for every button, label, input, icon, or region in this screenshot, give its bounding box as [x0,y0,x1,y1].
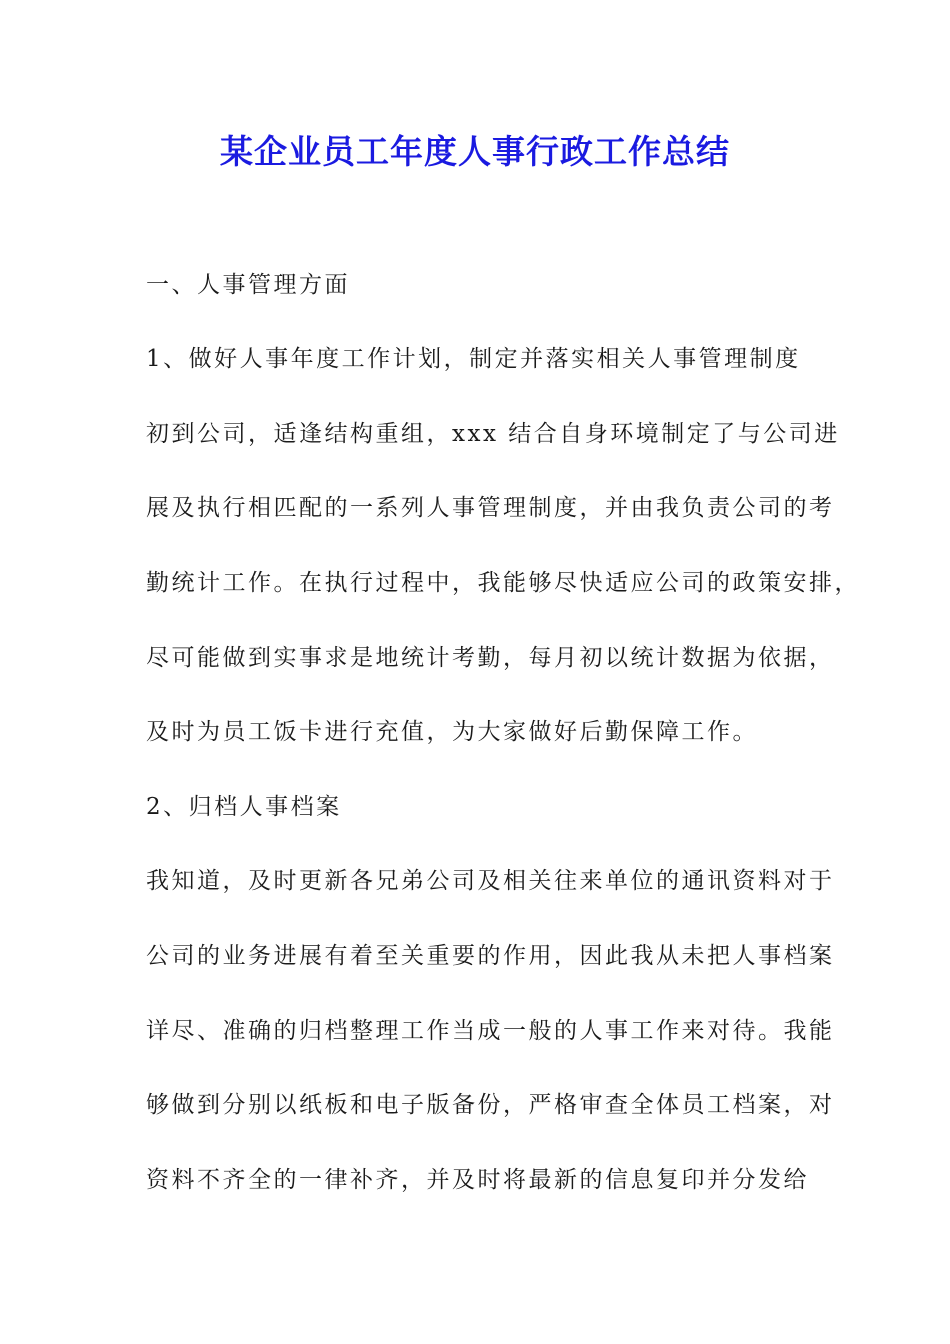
body-text-line: 勤统计工作。在执行过程中，我能够尽快适应公司的政策安排， [146,570,860,596]
body-text-line: 展及执行相匹配的一系列人事管理制度，并由我负责公司的考 [146,495,835,521]
subsection-heading-annual-plan: 1、做好人事年度工作计划，制定并落实相关人事管理制度 [146,346,801,372]
body-text-line: 详尽、准确的归档整理工作当成一般的人事工作来对待。我能 [146,1018,835,1044]
body-text-line: 公司的业务进展有着至关重要的作用，因此我从未把人事档案 [146,943,835,969]
body-text-line: 及时为员工饭卡进行充值，为大家做好后勤保障工作。 [146,719,758,745]
document-title: 某企业员工年度人事行政工作总结 [220,132,730,171]
body-text-line: 尽可能做到实事求是地统计考勤，每月初以统计数据为依据， [146,645,835,671]
section-heading-personnel-management: 一、人事管理方面 [146,272,350,298]
body-text-line: 够做到分别以纸板和电子版备份，严格审查全体员工档案，对 [146,1092,835,1118]
body-text-line: 我知道，及时更新各兄弟公司及相关往来单位的通讯资料对于 [146,868,835,894]
body-text-line: 初到公司，适逢结构重组，xxx 结合自身环境制定了与公司进 [146,421,840,447]
body-text-line: 资料不齐全的一律补齐，并及时将最新的信息复印并分发给 [146,1167,809,1193]
subsection-heading-archive: 2、归档人事档案 [146,794,342,820]
